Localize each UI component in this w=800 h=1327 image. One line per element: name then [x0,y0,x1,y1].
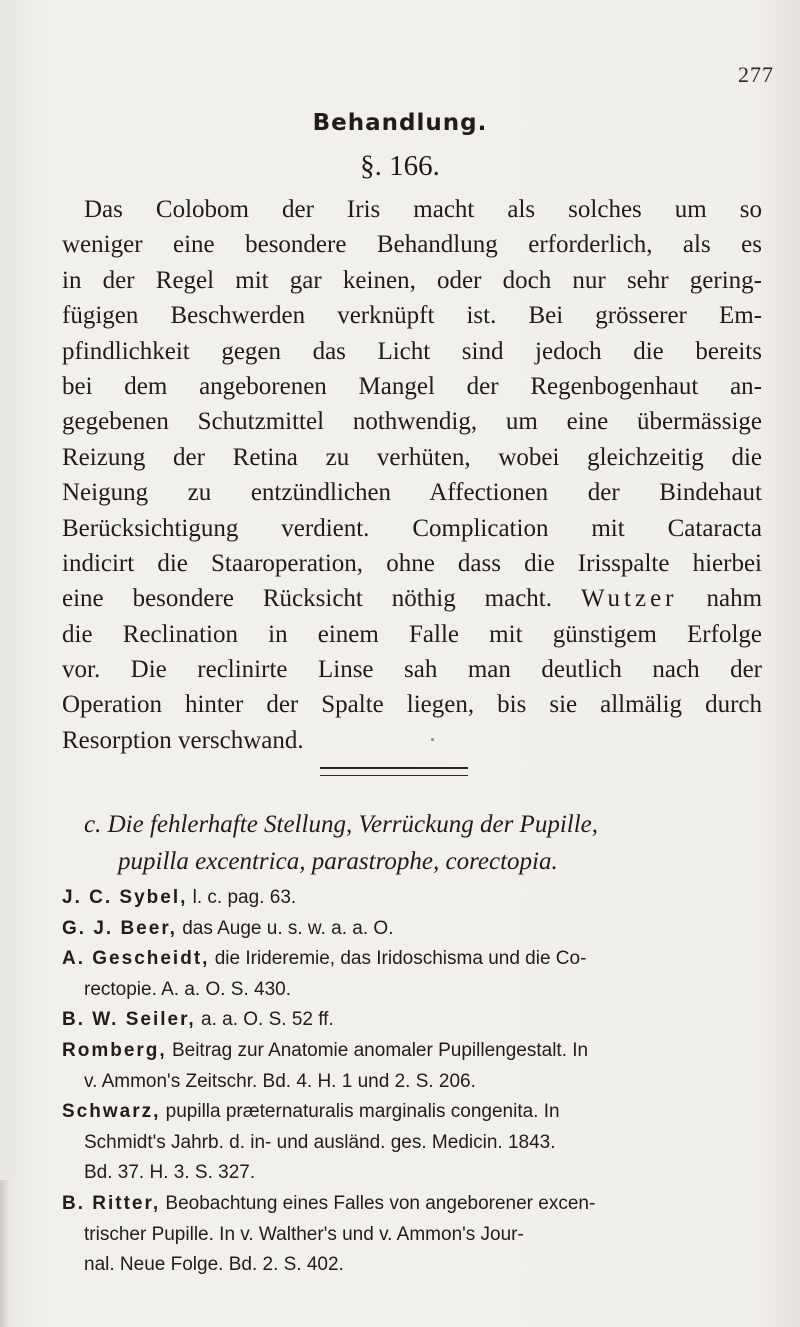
body-line: indicirt die Staaroperation, ohne dass die Irisspalte hierbei [62,549,762,577]
section-heading: Behandlung. [312,110,488,136]
reference-text: pupilla præternaturalis marginalis congenita. In [160,1101,560,1123]
body-line: vor. Die reclinirte Linse sah man deutlich nach der [62,656,762,684]
reference-text: das Auge u. s. w. a. a. O. [176,917,394,939]
reference-continuation: Bd. 37. H. 3. S. 327. [84,1162,256,1184]
body-line: Resorption verschwand. [62,726,304,754]
reference-text: Beitrag zur Anatomie anomaler Pupillengestalt. In [166,1039,589,1061]
body-line: bei dem angeborenen Mangel der Regenbogenhaut an- [62,372,762,400]
subsection-title-line: c. Die fehlerhafte Stellung, Verrückung der Pupille, [84,811,599,838]
reference-text: a. a. O. S. 52 ff. [195,1009,334,1031]
subsection-title-line: pupilla excentrica, parastrophe, corectopia. [118,848,558,875]
body-line: in der Regel mit gar keinen, oder doch nur sehr gering- [62,266,762,294]
reference-continuation: Schmidt's Jahrb. d. in- und ausländ. ges. Medicin. 1843. [84,1131,556,1153]
cited-name: Wutzer [580,585,678,613]
reference-author: G. J. Beer, [62,917,177,939]
reference-entry [62,1036,782,1067]
reference-entry [62,944,782,975]
reference-continuation: trischer Pupille. In v. Walther's und v. Ammon's Jour- [84,1223,524,1245]
reference-text: Beobachtung eines Falles von angeborener excen- [160,1192,596,1214]
body-line: Berücksichtigung verdient. Complication mit Cataracta [62,514,762,542]
page-edge-shadow [0,1180,10,1327]
ink-speck [431,738,434,741]
body-line: pfindlichkeit gegen das Licht sind jedoch die bereits [62,337,762,365]
body-line: gegebenen Schutzmittel nothwendig, um eine übermässige [62,408,762,436]
reference-entry [62,883,782,914]
body-line: Operation hinter der Spalte liegen, bis sie allmälig durch [62,691,762,719]
reference-entry [62,1189,782,1220]
body-line-text: eine besondere Rücksicht nöthig macht. [62,585,552,613]
body-line: fügigen Beschwerden verknüpft ist. Bei grösserer Em- [62,302,762,330]
body-line-tail: nahm [706,585,763,613]
paragraph-number: §. 166. [360,150,440,182]
subsection-title [84,806,764,880]
reference-text: die Irideremie, das Iridoschisma und die Co- [209,948,587,970]
reference-author: Schwarz, [62,1101,161,1123]
body-line-with-name [62,581,762,616]
reference-author: Romberg, [62,1039,167,1061]
reference-author: J. C. Sybel, [62,887,188,908]
reference-text: l. c. pag. 63. [187,887,297,908]
reference-continuation: nal. Neue Folge. Bd. 2. S. 402. [84,1254,344,1276]
references-list [62,883,782,1281]
body-paragraph [62,192,762,758]
reference-author: B. Ritter, [62,1192,161,1214]
body-line: Das Colobom der Iris macht als solches um so [84,196,762,223]
reference-entry [62,1097,782,1128]
body-line: Neigung zu entzündlichen Affectionen der Bindehaut [62,479,762,507]
section-divider [320,767,468,776]
reference-author: B. W. Seiler, [62,1009,196,1031]
page-number: 277 [738,62,774,87]
body-line: Reizung der Retina zu verhüten, wobei gleichzeitig die [62,443,762,471]
body-line: die Reclination in einem Falle mit günstigem Erfolge [62,620,762,648]
reference-entry [62,1005,782,1036]
reference-entry [62,914,782,945]
reference-continuation: rectopie. A. a. O. S. 430. [84,978,292,1000]
reference-author: A. Gescheidt, [62,948,210,970]
body-line: weniger eine besondere Behandlung erforderlich, als es [62,231,762,259]
reference-continuation: v. Ammon's Zeitschr. Bd. 4. H. 1 und 2. S. 206. [84,1070,476,1092]
